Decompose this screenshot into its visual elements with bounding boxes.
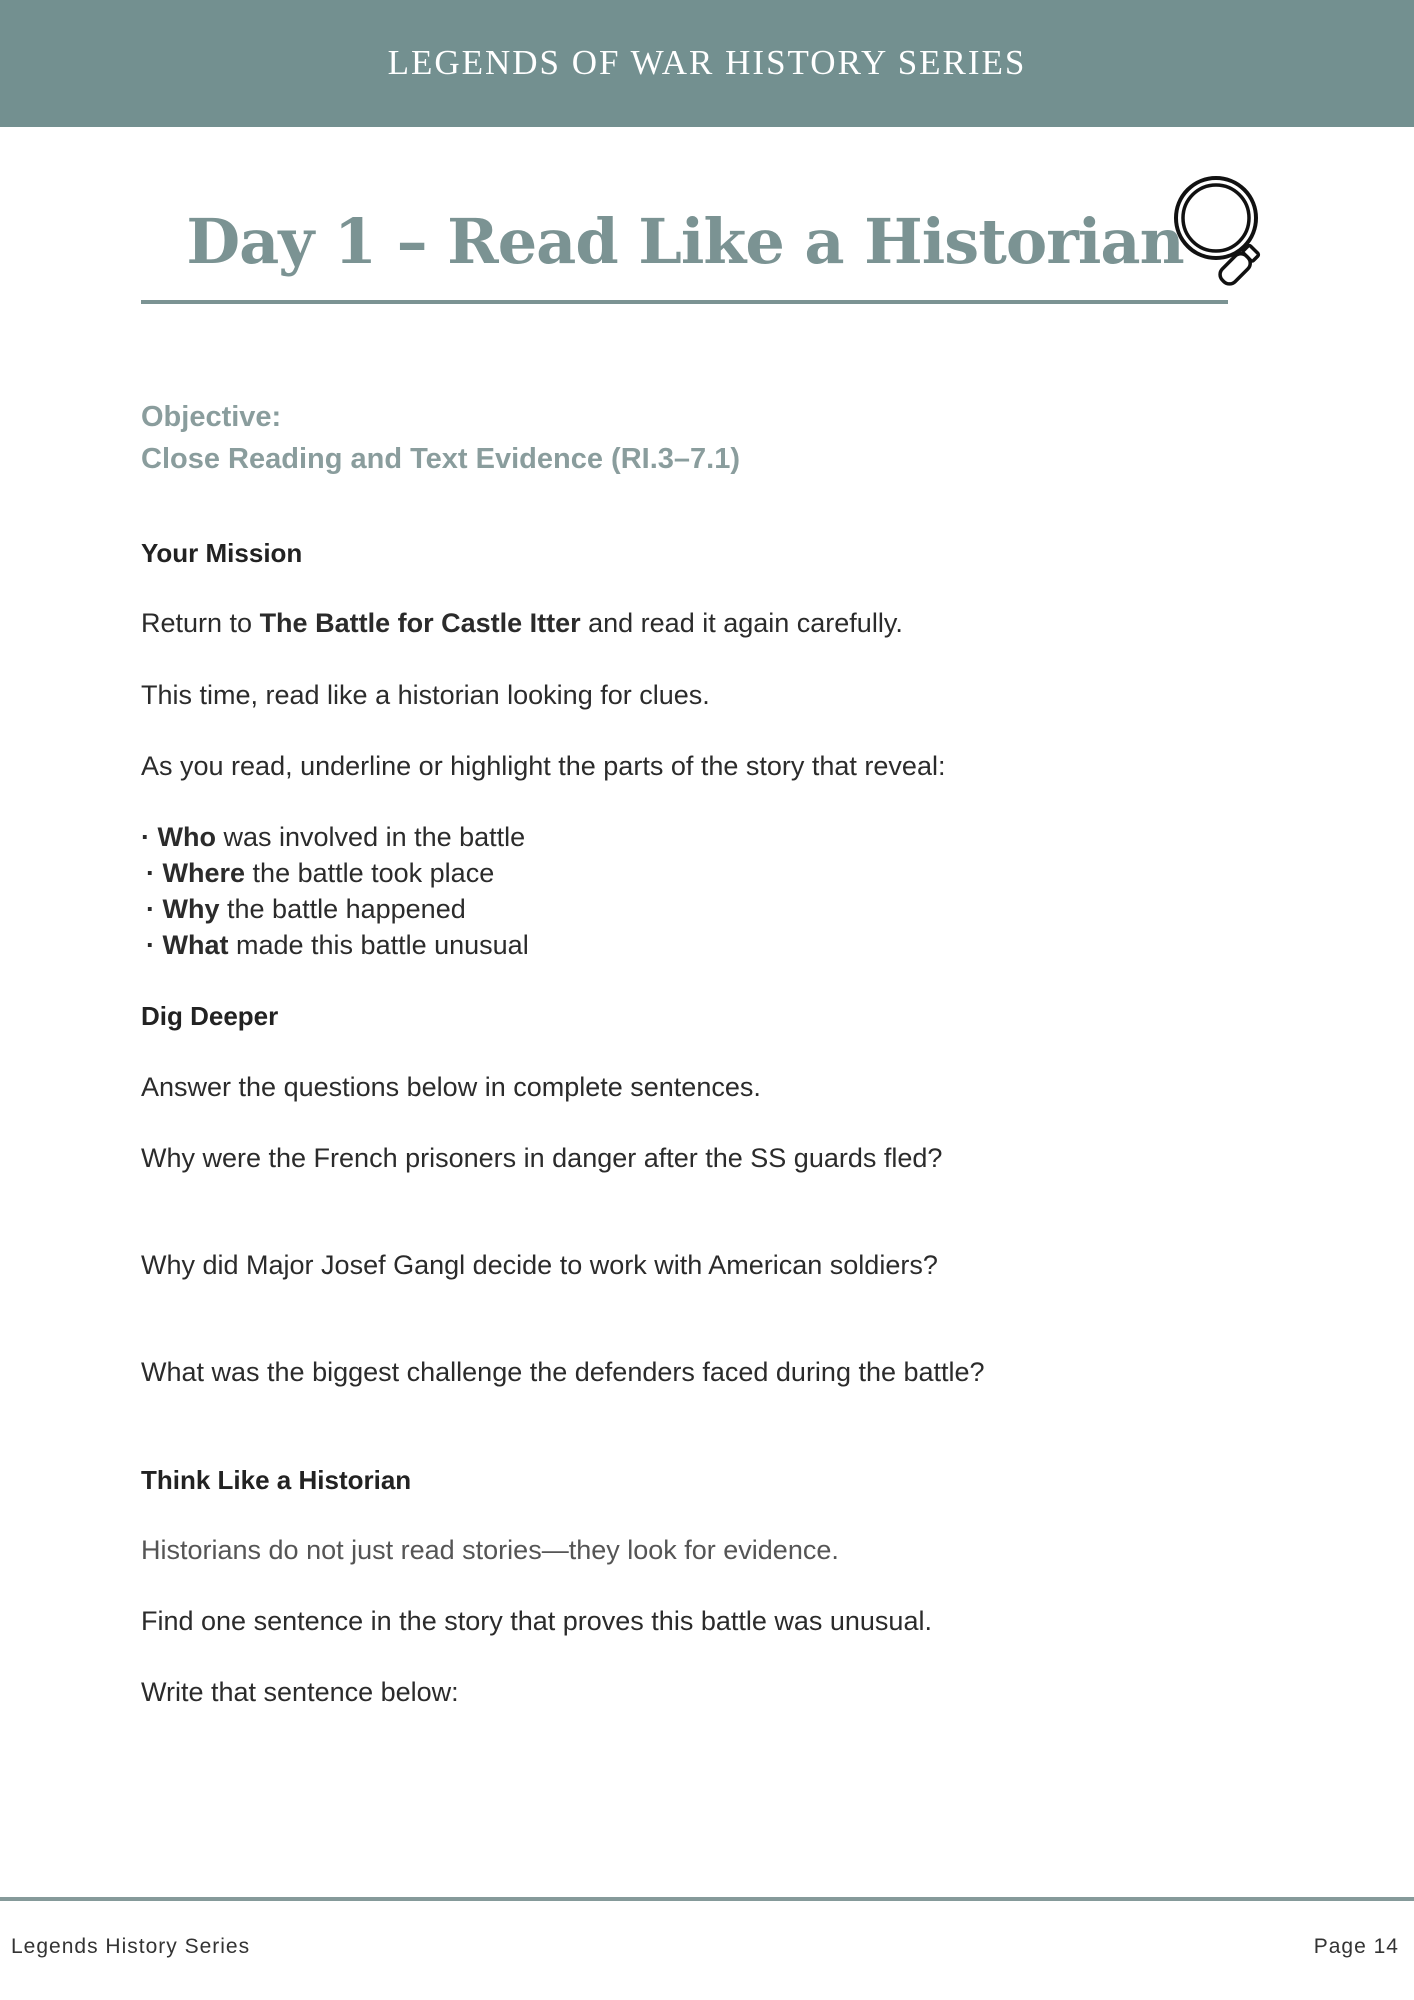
title-underline (141, 300, 1228, 304)
bullet-keyword: Who (157, 822, 216, 852)
series-title: LEGENDS OF WAR HISTORY SERIES (387, 42, 1027, 82)
bullet-text: made this battle unusual (228, 930, 529, 960)
mission-line-1-suffix: and read it again carefully. (580, 608, 903, 638)
bullet-text: was involved in the battle (216, 822, 526, 852)
dig-deeper-heading: Dig Deeper (141, 1001, 279, 1031)
mission-line-1 (141, 608, 903, 639)
bullet-text: the battle took place (245, 858, 495, 888)
mission-line-1-prefix: Return to (141, 608, 260, 638)
mission-line-3: As you read, underline or highlight the parts of the story that reveal: (141, 751, 946, 781)
bullet-keyword: Why (162, 894, 220, 924)
objective-text: Close Reading and Text Evidence (RI.3–7.1) (141, 443, 740, 475)
question: Why were the French prisoners in danger after the SS guards fled? (141, 1143, 943, 1173)
bullet-dot: · (146, 858, 155, 888)
bullet-item (146, 894, 466, 925)
header-band (0, 0, 1414, 127)
question: Why did Major Josef Gangl decide to work with American soldiers? (141, 1250, 938, 1280)
story-title: The Battle for Castle Itter (259, 608, 581, 638)
objective-label: Objective: (141, 401, 282, 433)
think-line-2: Find one sentence in the story that proves this battle was unusual. (141, 1606, 932, 1636)
magnifying-glass-icon (1168, 172, 1290, 294)
bullet-item (146, 858, 494, 889)
page-number: Page 14 (1313, 1935, 1399, 1958)
bullet-item (141, 822, 525, 853)
bullet-keyword: Where (162, 858, 246, 888)
think-line-3: Write that sentence below: (141, 1677, 459, 1707)
dig-deeper-intro: Answer the questions below in complete sentences. (141, 1072, 761, 1102)
think-line-1: Historians do not just read stories—they look for evidence. (141, 1535, 839, 1565)
bullet-text: the battle happened (219, 894, 466, 924)
bullet-keyword: What (162, 930, 229, 960)
question: What was the biggest challenge the defenders faced during the battle? (141, 1357, 985, 1387)
think-heading: Think Like a Historian (141, 1465, 412, 1495)
footer-series-name: Legends History Series (11, 1935, 251, 1958)
objective-block (141, 396, 740, 480)
bullet-dot: · (146, 894, 155, 924)
mission-line-2: This time, read like a historian looking for clues. (141, 680, 710, 710)
bullet-dot: · (146, 930, 155, 960)
mission-heading: Your Mission (141, 538, 303, 568)
bullet-item (146, 930, 529, 961)
footer-rule (0, 1897, 1414, 1901)
bullet-dot: · (141, 822, 150, 852)
page-title: Day 1 – Read Like a Historian (186, 205, 1184, 278)
